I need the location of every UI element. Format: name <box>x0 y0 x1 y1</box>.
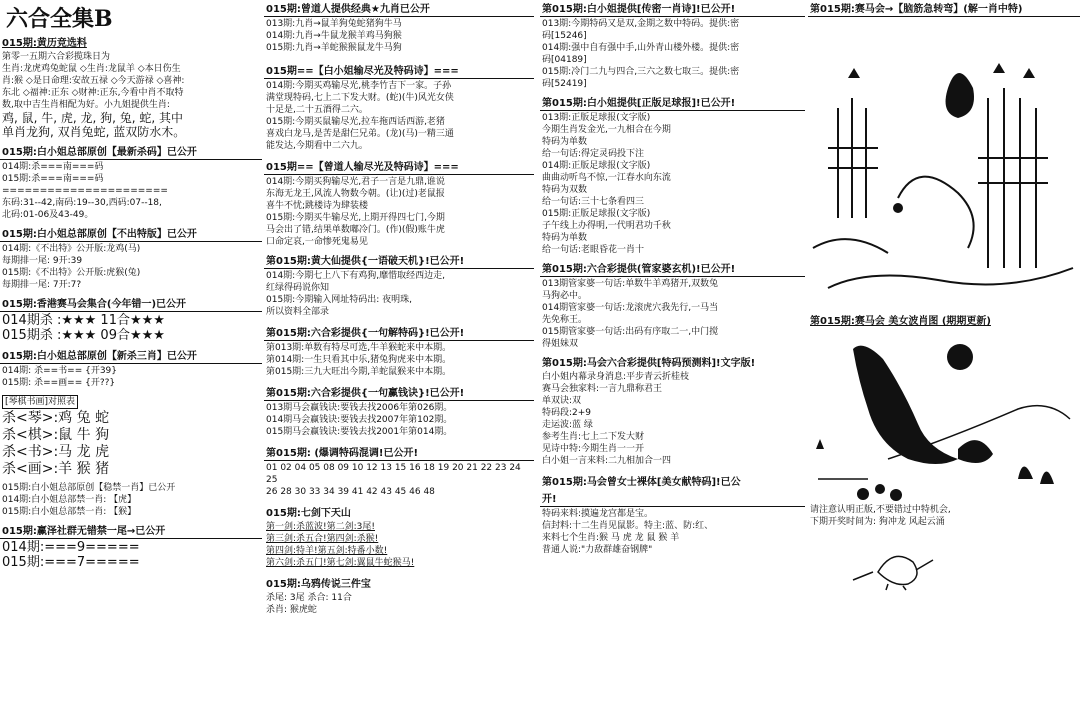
no-special-line: 014期:《不出特》公开版:龙鸡(马) <box>2 244 141 254</box>
poem-zeng-line: 马会出了错,结果单数嘟冷门。(作)(假)账牛虎 <box>266 225 445 235</box>
forecast-block <box>540 354 805 467</box>
housekeeper-line: 013期管家婆一句话:单数牛羊鸡猪开,双数兔 <box>542 279 719 289</box>
football-line: 特码为单数 <box>542 233 588 243</box>
secret-poem-line: 码[04189] <box>542 55 587 65</box>
ban-tail-line: 015期:===7===== <box>2 555 140 570</box>
nine-zodiac-line: 015期:九肖→羊蛇猴猴鼠龙牛马狗 <box>266 43 402 53</box>
forecast-head: 第015期:马会六合彩提供[特码预测料]!文字版! <box>542 358 756 369</box>
football-line: 曲曲动听鸟不惊,一江春水向东流 <box>542 173 671 183</box>
kill-code-block <box>0 143 262 221</box>
secret-poem-block <box>540 0 805 90</box>
oracle-line: 红绿得码说你知 <box>266 283 330 293</box>
lookup-row: 杀<画>:羊 猴 猪 <box>2 461 110 477</box>
number-list-line: 01 02 04 05 08 09 10 12 13 15 16 18 19 20 21 22 23 24 25 <box>266 463 524 485</box>
almanac-line: 第零一五期六合彩揽珠日为 <box>2 52 111 62</box>
poem-zeng-line: 东海无龙王,风流人物数今朝。(让)(过)老鼠报 <box>266 189 445 199</box>
nine-zodiac-line: 014期:九肖→牛鼠龙猴羊鸡马狗猴 <box>266 31 402 41</box>
poem-white-block <box>264 62 534 152</box>
riddle-illustration <box>808 18 1078 308</box>
beauty-head: 第015期:马会曾女士裸体[美女献特码]!已公 <box>542 477 741 488</box>
hk-jockey-line: 014期杀 :★★★ 11合★★★ <box>2 313 165 328</box>
poem-zeng-head: 015期==【曾道人输尽光及特码诗】=== <box>264 158 534 175</box>
win-tip-line: 013期马会赢钱诀:要钱去找2006年第026期。 <box>266 403 453 413</box>
football-line: 给一句话:得定灵码投下注 <box>542 149 645 159</box>
column-2 <box>264 0 534 725</box>
lookup-table-label: [琴棋书画]对照表 <box>2 395 78 409</box>
oracle-line: 所以资料全部录 <box>266 307 330 317</box>
number-list-head: 第015期: (爆调特码混调!已公开! <box>264 444 534 461</box>
poem-zeng-block <box>264 158 534 248</box>
almanac-line: 生肖:龙虎鸡兔蛇鼠 ◇生肖:龙鼠羊 ◇本日伤生 <box>2 64 181 74</box>
housekeeper-line: 先免称王。 <box>542 315 588 325</box>
kill-code-line: ====================== <box>2 186 168 196</box>
oracle-block <box>264 252 534 318</box>
football-line: 014期:正版足球报(文字版) <box>542 161 651 171</box>
three-treasures-head: 015期:乌鸦传说三件宝 <box>266 579 371 590</box>
football-line: 015期:正版足球报(文字版) <box>542 209 651 219</box>
football-line: 特码为单数 <box>542 137 588 147</box>
secret-poem-line: 013期:今期特码又是双,金期之数中特码。提供:密 <box>542 19 740 29</box>
nine-zodiac-head: 015期:曾道人提供经典★九肖已公开 <box>264 0 534 17</box>
riddle-head: 第015期:赛马会→【脑筋急转弯】(解一肖中特) <box>808 0 1080 17</box>
kill-code-line: 015期:杀===南===码 <box>2 174 104 184</box>
kill-code-head: 015期:白小姐总部原创【最新杀码】已公开 <box>0 143 262 160</box>
ban-zodiac-line: 014期:白小姐总部禁一肖: 【虎】 <box>2 495 137 505</box>
kill-code-line: 东码:31--42,南码:19--30,西码:07--18, <box>2 198 162 208</box>
one-line-block <box>264 324 534 378</box>
number-list-line: 26 28 30 33 34 39 41 42 43 45 46 48 <box>266 487 435 497</box>
beauty-line: 信封料:十二生肖见鼠影。特主:蓝、防:红、 <box>542 521 714 531</box>
three-treasures-line: 杀肖: 猴虎蛇 <box>266 605 317 615</box>
beauty-line: 来料七个生肖:猴 马 虎 龙 鼠 猴 羊 <box>542 533 680 543</box>
poem-white-line: 能发达,今期看中二六九。 <box>266 141 368 151</box>
one-line-line: 第013期:单数有特尽可选,牛羊猴蛇来中本期。 <box>266 343 452 353</box>
seven-swords-line: 第一剑:杀蓝波!第二剑:3尾! <box>266 522 376 532</box>
almanac-head: 015期:黄历竞选料 <box>2 38 87 49</box>
beauty-line: 普通人说:"力敌群雄奋钢牌" <box>542 545 653 555</box>
hk-jockey-block <box>0 295 262 343</box>
kill-code-line: 北码:01-06及43-49。 <box>2 210 94 220</box>
football-line: 特码为双数 <box>542 185 588 195</box>
housekeeper-line: 014期管家婆一句话:龙滚虎穴我先行,一马当 <box>542 303 719 313</box>
football-line: 给一句话:三十七条看四三 <box>542 197 645 207</box>
poem-white-line: 014期:今期买鸡输尽光,桃李竹吉下一家。子孙 <box>266 81 452 91</box>
ban-tail-head: 015期:赢泽社群无错禁一尾→已公开 <box>0 522 262 539</box>
three-treasures-block <box>264 575 534 616</box>
kill-three-line: 014期: 杀==书== {开39} <box>2 366 118 376</box>
notice-line: 请注意认明正版,不要错过中特机会, <box>810 505 951 515</box>
notice-block <box>808 504 1080 528</box>
poem-white-line: 喜戏白龙马,是苦是甜仨兄弟。(龙)(马)一精三通 <box>266 129 454 139</box>
seven-swords-line: 第四剑:特羊!第五剑:特番小数! <box>266 546 388 556</box>
secret-poem-head: 第015期:白小姐提供[传密一肖诗]!已公开! <box>540 0 805 17</box>
hk-jockey-head: 015期:香港赛马会集合(今年错一)已公开 <box>0 295 262 312</box>
no-special-head: 015期:白小姐总部原创【不出特版】已公开 <box>0 225 262 242</box>
column-4 <box>808 0 1080 725</box>
poem-white-line: 满堂现特码,七上二下发大财。(蛇)(牛)风光女侠 <box>266 93 454 103</box>
seven-swords-line: 第三剑:杀五合!第四剑:杀猴! <box>266 534 379 544</box>
football-line: 今期生肖发金光,一九相合在今期 <box>542 125 671 135</box>
football-line: 给一句话:老眼昏花一肖十 <box>542 245 645 255</box>
seven-swords-block <box>264 504 534 569</box>
nine-zodiac-line: 013期:九肖→鼠羊狗兔蛇猪狗牛马 <box>266 19 402 29</box>
one-line-head: 第015期:六合彩提供{一句解特码}!已公开! <box>264 324 534 341</box>
ban-zodiac-block <box>0 482 262 518</box>
oracle-line: 015期:今期输入网址特码出: 夜明珠, <box>266 295 412 305</box>
lookup-row: 杀<书>:马 龙 虎 <box>2 444 110 460</box>
poem-zeng-line: 015期:今期买牛输尽光,上期开得四七门,今期 <box>266 213 445 223</box>
no-special-line: 015期:《不出特》公开版:虎猴(兔) <box>2 268 141 278</box>
one-line-line: 第014期:一生只看其中乐,猪兔狗虎来中本期。 <box>266 355 452 365</box>
housekeeper-line: 得姐妹双 <box>542 339 579 349</box>
kill-three-head: 015期:白小姐总部原创【新杀三肖】已公开 <box>0 347 262 364</box>
housekeeper-line: 马狗必中。 <box>542 291 588 301</box>
football-block <box>540 94 805 256</box>
poem-zeng-line: 014期:今期买狗输尽光,君子一言是九鼎,谁说 <box>266 177 445 187</box>
no-special-line: 每期排一尾: 9开:39 <box>2 256 83 266</box>
football-line: 013期:正版足球报(文字版) <box>542 113 651 123</box>
seven-swords-head: 015期:七剑下天山 <box>266 508 351 519</box>
poem-zeng-line: 喜牛不忧;跳楼诗为肆装楼 <box>266 201 369 211</box>
poem-white-line: 十足是,二十五酒得二六。 <box>266 105 368 115</box>
page-title: 六合全集B <box>6 6 113 32</box>
forecast-line: 白小姐内幕录身消息:平步青云折桂枝 <box>542 372 690 382</box>
beauty-line: 特码来料:摸遍龙宫都是宝。 <box>542 509 654 519</box>
forecast-line: 赛马会独家料:一言九鼎称君王 <box>542 384 663 394</box>
forecast-line: 参考生肖:七上二下发大财 <box>542 432 645 442</box>
seven-swords-line: 第六剑:杀五门!第七剑:翼鼠牛蛇猴马! <box>266 558 415 568</box>
nine-zodiac-block <box>264 0 534 54</box>
no-special-line: 每期排一尾: 7开:7? <box>2 280 82 290</box>
almanac-line: 东北 ◇福神:正东 ◇财神:正东,今看中肖不取特 <box>2 88 184 98</box>
poem-white-head: 015期==【白小姐输尽光及特码诗】=== <box>264 62 534 79</box>
hk-jockey-line: 015期杀 :★★★ 09合★★★ <box>2 328 165 343</box>
forecast-line: 走运波:蓝 绿 <box>542 420 593 430</box>
oracle-line: 014期:今期七上八下有鸡狗,靡惜取经西边走, <box>266 271 445 281</box>
ban-tail-line: 014期:===9===== <box>2 540 140 555</box>
football-line: 子午线上办得明,一代明君功千秋 <box>542 221 671 231</box>
almanac-line: 数,取中吉生肖相配为好。小九姐提供生肖: <box>2 100 170 110</box>
no-special-block <box>0 225 262 291</box>
poem-zeng-line: 口命定哀,一命惨死鬼易见 <box>266 237 368 247</box>
forecast-line: 白小姐一言来料:二九相加合一四 <box>542 456 672 466</box>
football-head: 第015期:白小姐提供[正版足球报]!已公开! <box>540 94 805 111</box>
number-list-block <box>264 444 534 498</box>
win-tip-line: 015期马会赢钱诀:要钱去找2001年第014期。 <box>266 427 453 437</box>
beauty-block <box>540 473 805 556</box>
beauty-wave-head: 第015期:赛马会 美女波肖图 (期期更新) <box>810 316 991 327</box>
column-3 <box>540 0 805 725</box>
lookup-row: 杀<琴>:鸡 兔 蛇 <box>2 410 110 426</box>
column-1 <box>0 0 262 725</box>
lookup-row: 杀<棋>:鼠 牛 狗 <box>2 427 110 443</box>
beauty-wave-illustration <box>808 329 1078 504</box>
housekeeper-head: 第015期:六合彩提供(管家婆玄机)!已公开! <box>540 260 805 277</box>
ban-zodiac-line: 015期:白小姐总部原创【稳禁一肖】已公开 <box>2 483 176 493</box>
almanac-block <box>0 34 262 139</box>
win-tip-block <box>264 384 534 438</box>
kill-three-block <box>0 347 262 478</box>
secret-poem-line: 码[52419] <box>542 79 587 89</box>
housekeeper-line: 015期管家婆一句话:出码有序取二一,中门搅 <box>542 327 719 337</box>
almanac-line: 单肖龙狗, 双肖兔蛇, 蓝双防水木。 <box>2 125 186 139</box>
mouse-sketch <box>808 532 1078 592</box>
notice-line: 下期开奖时间为: 狗冲龙 风起云涌 <box>810 517 945 527</box>
forecast-line: 单双诀:双 <box>542 396 582 406</box>
housekeeper-block <box>540 260 805 350</box>
secret-poem-line: 码[15246] <box>542 31 587 41</box>
win-tip-line: 014期马会赢钱诀:要钱去找2007年第102期。 <box>266 415 453 425</box>
almanac-line: 鸡, 鼠, 牛, 虎, 龙, 狗, 兔, 蛇, 其中 <box>2 111 184 125</box>
one-line-line: 第015期:三九大旺出今期,羊蛇鼠猴来中本期。 <box>266 367 452 377</box>
ban-zodiac-line: 015期:白小姐总部禁一肖: 【猴】 <box>2 507 137 517</box>
kill-three-line: 015期: 杀==画== {开??} <box>2 378 116 388</box>
secret-poem-line: 014期:强中自有强中手,山外青山楼外楼。提供:密 <box>542 43 740 53</box>
ban-tail-block <box>0 522 262 570</box>
three-treasures-line: 杀尾: 3尾 杀合: 11合 <box>266 593 352 603</box>
poem-white-line: 015期:今期买鼠输尽光,拉车拖西话西游,老猪 <box>266 117 445 127</box>
kill-code-line: 014期:杀===南===码 <box>2 162 104 172</box>
win-tip-head: 第015期:六合彩提供{一句赢钱诀}!已公开! <box>264 384 534 401</box>
beauty-head-cont: 开! <box>540 490 805 507</box>
almanac-line: 肖:猴 ◇是日命理:安故五禄 ◇今天游禄 ◇喜神: <box>2 76 185 86</box>
secret-poem-line: 015期:冷门二九与四合,三六之数七取三。提供:密 <box>542 67 740 77</box>
forecast-line: 特码段:2+9 <box>542 408 592 418</box>
forecast-line: 见诗中特:今期生肖一一开 <box>542 444 645 454</box>
oracle-head: 第015期:黄大仙提供{一语破天机}!已公开! <box>264 252 534 269</box>
